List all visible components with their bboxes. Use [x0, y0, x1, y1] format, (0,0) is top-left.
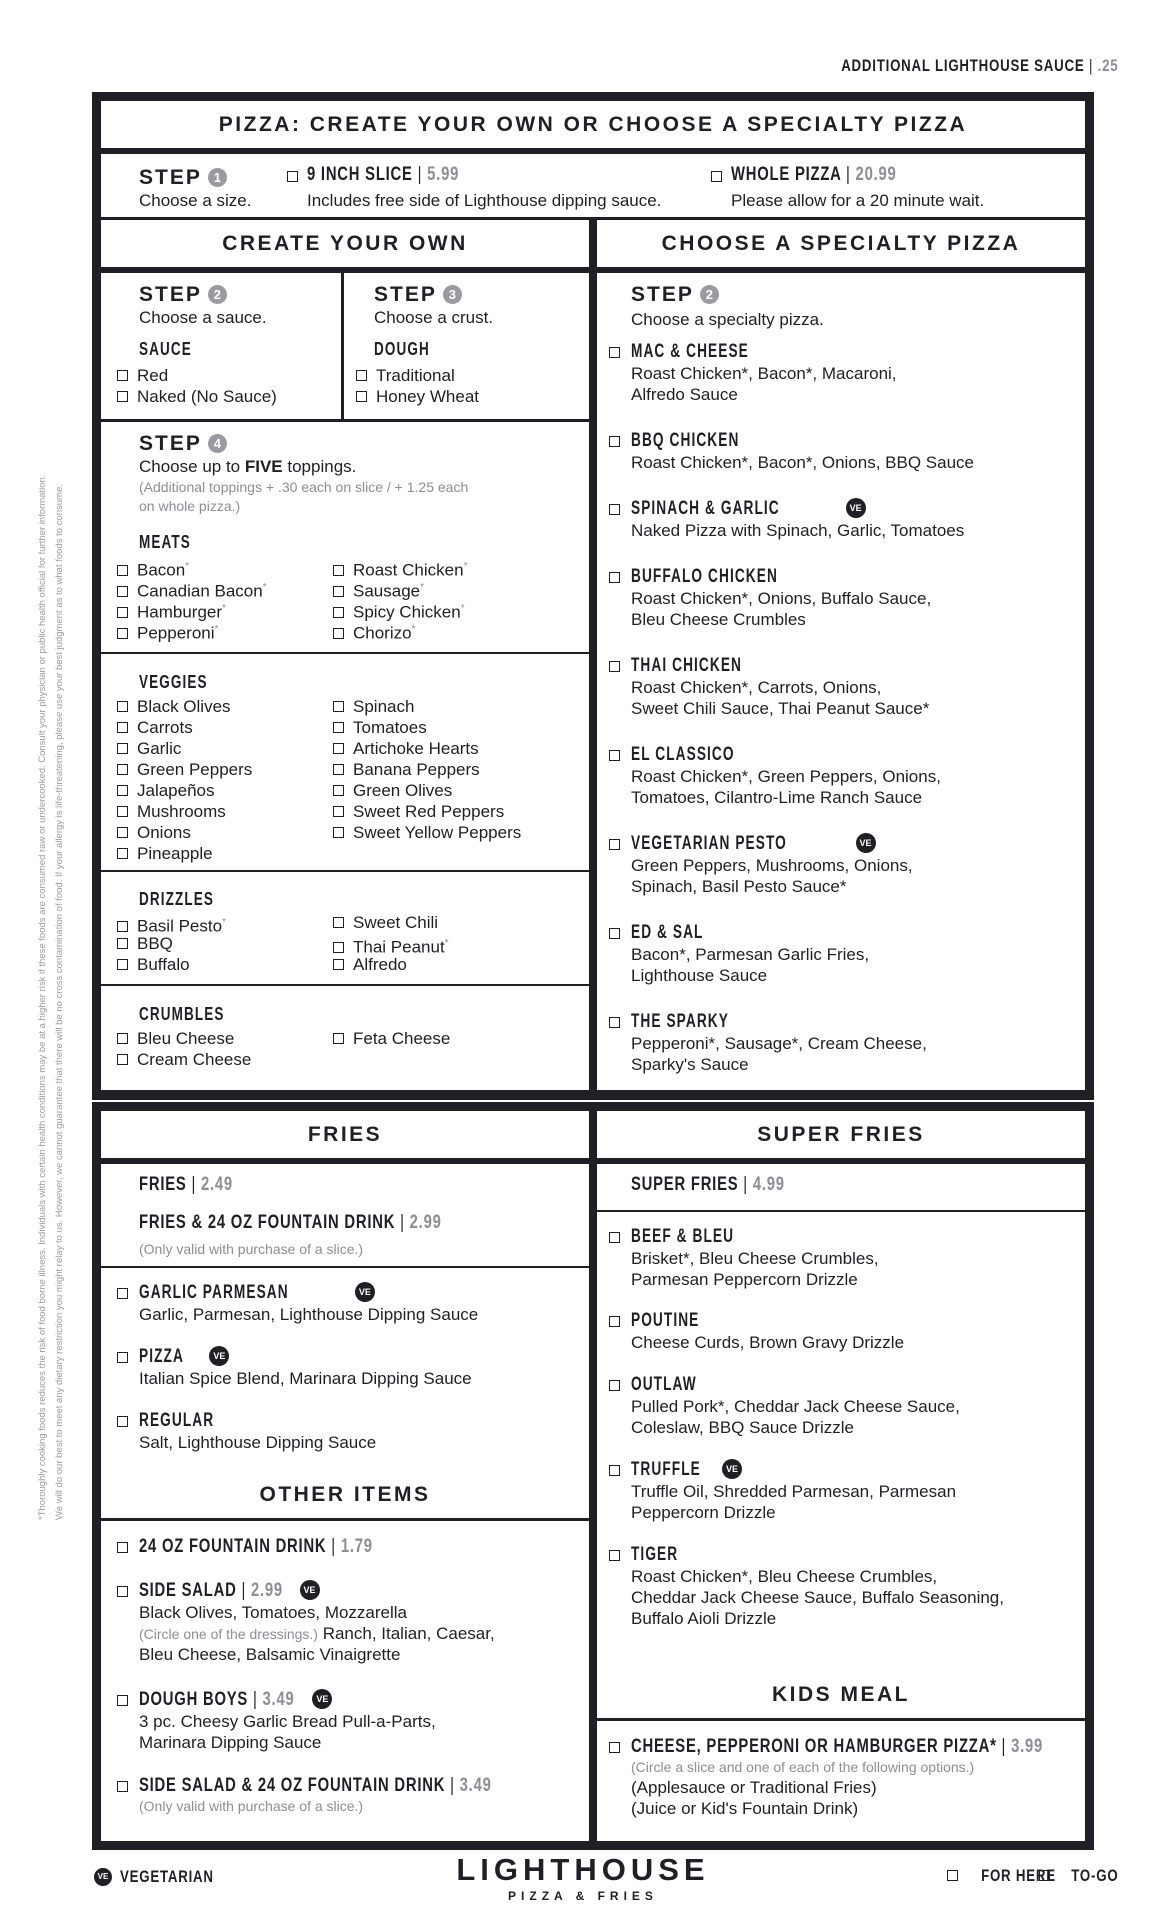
specialty-title-bar: [597, 220, 1085, 270]
super-fries-title: SUPER FRIES: [757, 1122, 925, 1146]
logo: [383, 1853, 783, 1903]
step4-instruction: Choose up to FIVE toppings.: [139, 457, 357, 476]
pizza-title-bar: [101, 101, 1085, 151]
additional-sauce-price: .25: [1097, 56, 1118, 75]
step3-instruction: Choose a crust.: [374, 308, 494, 327]
vegetarian-badge: VE: [856, 833, 876, 853]
divider: [101, 870, 589, 872]
kids-meal-panel: [597, 1724, 1085, 1841]
specialty-pizza-item[interactable]: SPINACH & GARLIC VE Naked Pizza with Spinach, Garlic, Tomatoes: [631, 498, 964, 541]
slice-price: 5.99: [427, 164, 460, 185]
fries-combo-note: (Only valid with purchase of a slice.): [139, 1241, 364, 1257]
super-fries-item[interactable]: TIGER Roast Chicken*, Bleu Cheese Crumbles, Cheddar Jack Cheese Sauce, Buffalo Seasoning, Buffalo Aioli Drizzle: [631, 1544, 1004, 1629]
topping-option[interactable]: Roast Chicken*: [333, 556, 467, 581]
sauce-option[interactable]: Naked (No Sauce): [117, 386, 277, 407]
order-type: [947, 1866, 1118, 1886]
vegetarian-badge: VE: [312, 1689, 332, 1709]
divider: [597, 1210, 1085, 1212]
other-item[interactable]: DOUGH BOYS | 3.49 VE 3 pc. Cheesy Garlic Bread Pull-a-Parts, Marinara Dipping Sauce: [139, 1689, 436, 1753]
sauce-category: SAUCE: [139, 339, 192, 359]
toppings-note: (Additional toppings + .30 each on slice / + 1.25 each on whole pizza.): [139, 479, 469, 514]
specialty-pizza-item[interactable]: THE SPARKY Pepperoni*, Sausage*, Cream Cheese, Sparky's Sauce: [631, 1011, 927, 1075]
pizza-title: PIZZA: CREATE YOUR OWN OR CHOOSE A SPECIALTY PIZZA: [218, 112, 968, 136]
topping-option[interactable]: Canadian Bacon*: [117, 577, 267, 602]
step4-label: STEP: [139, 432, 202, 455]
specialty-step-instruction: Choose a specialty pizza.: [631, 310, 824, 329]
drizzles-category: DRIZZLES: [139, 889, 214, 909]
topping-option[interactable]: Tomatoes: [333, 717, 427, 738]
specialty-pizza-item[interactable]: MAC & CHEESE Roast Chicken*, Bacon*, Macaroni, Alfredo Sauce: [631, 341, 897, 405]
kids-meal-title: KIDS MEAL: [772, 1682, 910, 1706]
specialty-pizza-item[interactable]: BUFFALO CHICKEN Roast Chicken*, Onions, Buffalo Sauce, Bleu Cheese Crumbles: [631, 566, 931, 630]
topping-option[interactable]: Pineapple: [117, 843, 213, 864]
fries-title-bar: [101, 1111, 589, 1161]
whole-pizza-note: Please allow for a 20 minute wait.: [731, 191, 985, 210]
other-item[interactable]: SIDE SALAD & 24 OZ FOUNTAIN DRINK | 3.49 (Only valid with purchase of a slice.): [139, 1775, 591, 1816]
super-fries-item[interactable]: OUTLAW Pulled Pork*, Cheddar Jack Cheese Sauce, Coleslaw, BBQ Sauce Drizzle: [631, 1374, 960, 1438]
crumbles-category: CRUMBLES: [139, 1004, 225, 1024]
additional-sauce-note: ADDITIONAL LIGHTHOUSE SAUCE | .25: [840, 56, 1118, 75]
topping-option[interactable]: Buffalo: [117, 954, 190, 975]
fries-label: FRIES: [139, 1174, 187, 1195]
topping-option[interactable]: Onions: [117, 822, 191, 843]
fries-item[interactable]: REGULAR Salt, Lighthouse Dipping Sauce: [139, 1410, 376, 1453]
dough-category: DOUGH: [374, 339, 430, 359]
topping-option[interactable]: Basil Pesto*: [117, 912, 226, 937]
topping-option[interactable]: Bacon*: [117, 556, 189, 581]
topping-option[interactable]: Sweet Yellow Peppers: [333, 822, 521, 843]
step1-number: 1: [208, 168, 227, 187]
to-go-checkbox[interactable]: [1039, 1870, 1050, 1881]
dough-option[interactable]: Traditional: [356, 365, 455, 386]
step1-panel: STEP 1 Choose a size. 9 INCH SLICE | 5.99 Includes free side of Lighthouse dipping sauce. WHOLE PIZZA | 20.99 Please allow for a 20 minute wait.: [101, 154, 1085, 217]
disclaimer-line-2: We will do our best to meet any dietary restriction you might relay to us. However, we cannot guarantee that there will be no cross contamination of food. If your allergy is life-threatening, please use your best judgment as to what foods to consume.: [54, 484, 65, 1520]
specialty-step-label: STEP: [631, 283, 694, 306]
topping-option[interactable]: Artichoke Hearts: [333, 738, 479, 759]
other-items-title: OTHER ITEMS: [259, 1482, 431, 1506]
kids-meal-item[interactable]: CHEESE, PEPPERONI OR HAMBURGER PIZZA* | 3.99 (Circle a slice and one of each of the following options.) (Applesauce or Traditional Fries) (Juice or Kid's Fountain Drink): [631, 1736, 1159, 1819]
for-here-checkbox[interactable]: [947, 1870, 958, 1881]
veggies-category: VEGGIES: [139, 672, 208, 692]
topping-option[interactable]: Hamburger*: [117, 598, 226, 623]
super-fries-panel: SUPER FRIES | 4.99 BEEF & BLEU Brisket*, Bleu Cheese Crumbles, Parmesan Peppercorn Drizzle POUTINE Cheese Curds, Brown Gravy Drizzle OUTLAW Pulled Pork*, Cheddar Jack Cheese Sauce, Coleslaw, BBQ Sauce Drizzle TRUFFLE VE Truffle Oil, Shredded Parmesan, Parmesan Peppercorn Drizzle TIGER Roast Chicken*, Bleu Cheese Crumbles, Cheddar Jack Cheese Sauce, Buffalo Seasoning, Buffalo Aioli Drizzle: [597, 1164, 1085, 1768]
fries-panel: FRIES | 2.49 FRIES & 24 OZ FOUNTAIN DRINK | 2.99 (Only valid with purchase of a slice.) GARLIC PARMESAN VE Garlic, Parmesan, Lighthouse Dipping Sauce PIZZA VE Italian Spice Blend, Marinara Dipping Sauce REGULAR Salt, Lighthouse Dipping Sauce: [101, 1164, 589, 1558]
topping-option[interactable]: Spinach: [333, 696, 414, 717]
disclaimer-line-1: *Thoroughly cooking foods reduces the risk of food borne illness. Individuals with certain health conditions may be at a higher risk if these foods are consumed raw or undercooked. Consult your physician or public health official for further information.: [37, 474, 48, 1520]
footer-vegetarian-legend: [94, 1868, 241, 1888]
create-your-own-title-bar: [101, 220, 589, 270]
vegetarian-badge: VE: [94, 1868, 112, 1886]
step1-label: STEP: [139, 166, 202, 189]
logo-subtitle: PIZZA & FRIES: [508, 1889, 658, 1903]
slice-label: 9 INCH SLICE: [307, 164, 413, 185]
topping-option[interactable]: Sausage*: [333, 577, 424, 602]
to-go-label: TO-GO: [1070, 1866, 1118, 1885]
whole-pizza-price: 20.99: [855, 164, 897, 185]
topping-option[interactable]: Sweet Chili: [333, 912, 438, 933]
meats-category: MEATS: [139, 532, 191, 552]
topping-option[interactable]: Black Olives: [117, 696, 231, 717]
super-fries-item[interactable]: POUTINE Cheese Curds, Brown Gravy Drizzle: [631, 1310, 904, 1353]
divider: [101, 1266, 589, 1268]
vegetarian-badge: VE: [300, 1580, 320, 1600]
sauce-panel: [101, 273, 341, 419]
step1-instruction: Choose a size.: [139, 191, 252, 210]
step4-number: 4: [208, 434, 227, 453]
fries-section: [92, 1102, 1094, 1850]
whole-pizza-label: WHOLE PIZZA: [731, 164, 842, 185]
other-items-panel: [101, 1524, 589, 1841]
topping-option[interactable]: Bleu Cheese: [117, 1028, 234, 1049]
topping-option[interactable]: Chorizo*: [333, 619, 416, 644]
create-your-own-title: CREATE YOUR OWN: [222, 231, 468, 255]
topping-option[interactable]: BBQ: [117, 933, 173, 954]
topping-option[interactable]: Green Olives: [333, 780, 452, 801]
dough-option[interactable]: Honey Wheat: [356, 386, 479, 407]
super-fries-item[interactable]: TRUFFLE VE Truffle Oil, Shredded Parmesan, Parmesan Peppercorn Drizzle: [631, 1459, 956, 1523]
specialty-pizza-item[interactable]: THAI CHICKEN Roast Chicken*, Carrots, Onions, Sweet Chili Sauce, Thai Peanut Sauce*: [631, 655, 929, 719]
super-fries-title-bar: [597, 1111, 1085, 1161]
vegetarian-badge: VE: [355, 1282, 375, 1302]
dough-panel: [344, 273, 589, 419]
specialty-panel: [597, 273, 1085, 1090]
fries-title: FRIES: [307, 1122, 383, 1146]
topping-option[interactable]: Garlic: [117, 738, 181, 759]
fries-combo-label: FRIES & 24 OZ FOUNTAIN DRINK: [139, 1212, 396, 1233]
topping-option[interactable]: Pepperoni*: [117, 619, 218, 644]
topping-option[interactable]: Green Peppers: [117, 759, 252, 780]
fries-price: 2.49: [200, 1174, 233, 1195]
super-fries-item[interactable]: BEEF & BLEU Brisket*, Bleu Cheese Crumbles, Parmesan Peppercorn Drizzle: [631, 1226, 879, 1290]
fries-item[interactable]: GARLIC PARMESAN VE Garlic, Parmesan, Lighthouse Dipping Sauce: [139, 1282, 478, 1325]
topping-option[interactable]: Jalapeños: [117, 780, 215, 801]
topping-option[interactable]: Banana Peppers: [333, 759, 480, 780]
topping-option[interactable]: Cream Cheese: [117, 1049, 251, 1070]
step2-instruction: Choose a sauce.: [139, 308, 267, 327]
additional-sauce-label: ADDITIONAL LIGHTHOUSE SAUCE: [840, 56, 1085, 75]
step3-label: STEP: [374, 283, 437, 306]
slice-checkbox[interactable]: [287, 171, 298, 182]
specialty-title: CHOOSE A SPECIALTY PIZZA: [661, 231, 1021, 255]
vegetarian-badge: VE: [846, 498, 866, 518]
for-here-label: FOR HERE: [981, 1866, 1056, 1885]
disclaimer-side: [34, 474, 68, 1520]
vegetarian-badge: VE: [722, 1459, 742, 1479]
step2-number: 2: [208, 285, 227, 304]
specialty-pizza-item[interactable]: BBQ CHICKEN Roast Chicken*, Bacon*, Onions, BBQ Sauce: [631, 430, 974, 473]
slice-note: Includes free side of Lighthouse dipping sauce.: [307, 191, 662, 210]
topping-option[interactable]: Feta Cheese: [333, 1028, 450, 1049]
divider: [101, 984, 589, 986]
super-fries-label: SUPER FRIES: [631, 1174, 739, 1195]
other-item[interactable]: SIDE SALAD | 2.99 VE Black Olives, Tomatoes, Mozzarella (Circle one of the dressings.) Ranch, Italian, Caesar, Bleu Cheese, Balsamic Vinaigrette: [139, 1580, 495, 1665]
topping-option[interactable]: Spicy Chicken*: [333, 598, 465, 623]
topping-option[interactable]: Mushrooms: [117, 801, 226, 822]
specialty-pizza-item[interactable]: VEGETARIAN PESTO VE Green Peppers, Mushrooms, Onions, Spinach, Basil Pesto Sauce*: [631, 833, 913, 897]
fries-item[interactable]: PIZZA VE Italian Spice Blend, Marinara Dipping Sauce: [139, 1346, 472, 1389]
toppings-panel: [101, 422, 589, 1090]
topping-option[interactable]: Thai Peanut*: [333, 933, 449, 958]
specialty-pizza-item[interactable]: ED & SAL Bacon*, Parmesan Garlic Fries, Lighthouse Sauce: [631, 922, 869, 986]
topping-option[interactable]: Carrots: [117, 717, 193, 738]
super-fries-price: 4.99: [752, 1174, 785, 1195]
topping-option[interactable]: Alfredo: [333, 954, 407, 975]
specialty-step-number: 2: [700, 285, 719, 304]
other-item[interactable]: 24 OZ FOUNTAIN DRINK | 1.79: [139, 1536, 439, 1558]
pizza-section: [92, 92, 1094, 1100]
step2-label: STEP: [139, 283, 202, 306]
vegetarian-badge: VE: [209, 1346, 229, 1366]
topping-option[interactable]: Sweet Red Peppers: [333, 801, 504, 822]
other-items-title-bar: [101, 1471, 589, 1521]
divider: [101, 652, 589, 654]
sauce-option[interactable]: Red: [117, 365, 168, 386]
logo-title: LIGHTHOUSE: [456, 1852, 710, 1887]
kids-meal-title-bar: [597, 1671, 1085, 1721]
fries-combo-price: 2.99: [409, 1212, 442, 1233]
specialty-pizza-item[interactable]: EL CLASSICO Roast Chicken*, Green Peppers, Onions, Tomatoes, Cilantro-Lime Ranch Sauce: [631, 744, 941, 808]
vegetarian-label: VEGETARIAN: [120, 1867, 215, 1886]
whole-pizza-checkbox[interactable]: [711, 171, 722, 182]
step3-number: 3: [443, 285, 462, 304]
